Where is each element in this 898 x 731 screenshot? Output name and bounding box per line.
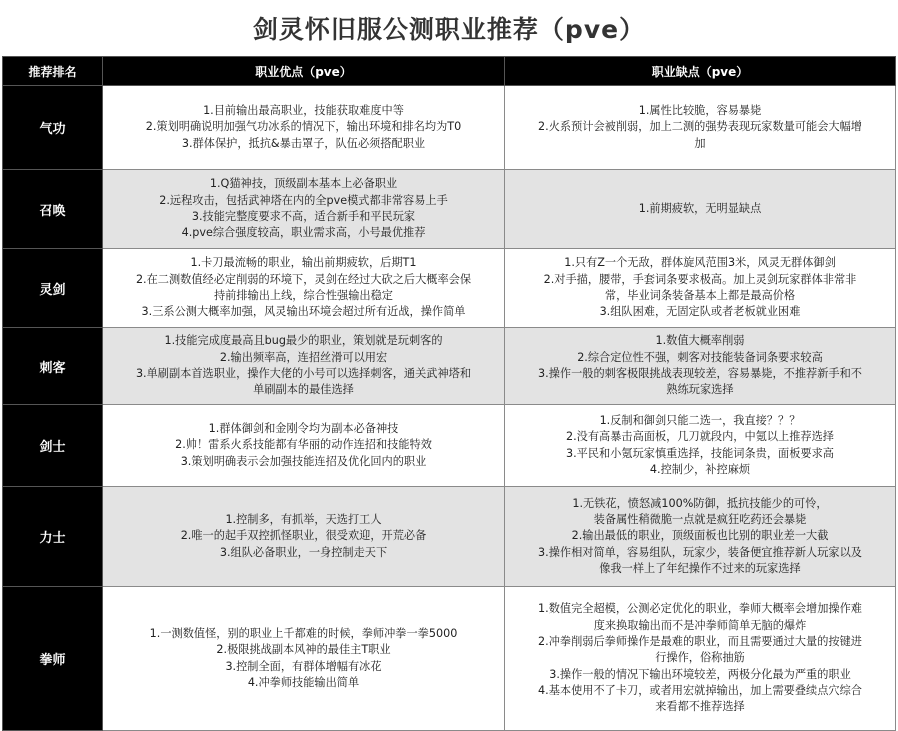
cons-line: 来看都不推荐选择 xyxy=(655,700,745,714)
cons-cell xyxy=(505,249,896,328)
cons-line: 2.综合定位性不强，刺客对技能装备词条要求较高 xyxy=(577,350,823,364)
header-cons: 职业缺点（pve） xyxy=(505,57,896,86)
class-name-cell: 刺客 xyxy=(3,328,103,405)
cons-line: 行操作，俗称抽筋 xyxy=(655,651,745,665)
table-row xyxy=(3,249,896,328)
cons-line: 1.反制和御剑只能二选一，我直接？？？ xyxy=(599,413,801,427)
pros-line: 1.控制多，有抓举，天选打工人 xyxy=(225,513,382,527)
cons-cell xyxy=(505,86,896,170)
cons-line: 2.对手描，腰带，手套词条要求极高。加上灵剑玩家群体非常非 xyxy=(543,272,857,286)
cons-line: 3.平民和小氪玩家慎重选择，技能词条贵，面板要求高 xyxy=(566,446,834,460)
pros-line: 3.策划明确表示会加强技能连招及优化回内的职业 xyxy=(180,454,427,468)
pros-cell xyxy=(103,328,505,405)
pros-cell xyxy=(103,86,505,170)
pros-line: 2.极限挑战副本风神的最佳主T职业 xyxy=(216,643,391,657)
table-row xyxy=(3,487,896,587)
table-row xyxy=(3,405,896,487)
pros-line: 单刷副本的最佳选择 xyxy=(253,383,354,397)
class-name-cell: 剑士 xyxy=(3,405,103,487)
cons-line: 1.前期疲软，无明显缺点 xyxy=(638,201,762,215)
header-pros: 职业优点（pve） xyxy=(103,57,505,86)
pros-line: 1.群体御剑和金刚令均为副本必备神技 xyxy=(208,422,399,436)
pros-line: 2.唯一的起手双控抓怪职业，很受欢迎，开荒必备 xyxy=(180,529,427,543)
pros-line: 4.pve综合强度较高，职业需求高，小号最优推荐 xyxy=(181,226,426,240)
cons-line: 加 xyxy=(694,136,706,150)
cons-line: 装备属性稍微脆一点就是疯狂吃药还会暴毙 xyxy=(593,513,807,527)
pros-line: 3.组队必备职业，一身控制走天下 xyxy=(219,545,388,559)
pros-line: 3.三系公测大概率加强，风灵输出环境会超过所有近战，操作简单 xyxy=(141,305,466,319)
pros-line: 3.群体保护，抵抗&暴击罩子，队伍必须搭配职业 xyxy=(181,136,426,150)
pros-line: 4.冲拳师技能输出简单 xyxy=(247,675,360,689)
class-name-cell: 灵剑 xyxy=(3,249,103,328)
cons-line: 3.操作一般的刺客极限挑战表现较差，容易暴毙，不推荐新手和不 xyxy=(538,367,862,380)
cons-line: 1.只有Z一个无敌，群体旋风范围3米，风灵无群体御剑 xyxy=(564,256,836,270)
cons-cell xyxy=(505,328,896,405)
pros-cell xyxy=(103,405,505,487)
pros-line: 2.帅！雷系火系技能都有华丽的动作连招和技能特效 xyxy=(175,438,432,452)
pros-cell xyxy=(103,170,505,249)
cons-line: 常，毕业词条装备基本上都是最高价格 xyxy=(604,289,796,302)
cons-line: 度来换取输出而不是冲拳师简单无脑的爆炸 xyxy=(593,618,807,632)
cons-line: 2.火系预计会被削弱，加上二测的强势表现玩家数量可能会大幅增 xyxy=(538,120,862,134)
cons-line: 熟练玩家选择 xyxy=(666,383,734,397)
cons-line: 3.组队困难，无固定队或者老板就业困难 xyxy=(599,305,801,319)
pros-line: 2.输出频率高，连招丝滑可以用宏 xyxy=(219,350,388,364)
cons-line: 3.操作一般的情况下输出环境较差，两极分化最为严重的职业 xyxy=(549,667,851,681)
cons-line: 3.操作相对简单，容易组队，玩家少，装备便宜推荐新人玩家以及 xyxy=(538,545,862,559)
cons-line: 1.数值完全超模，公测必定优化的职业，拳师大概率会增加操作难 xyxy=(538,602,862,616)
pros-line: 1.技能完成度最高且bug最少的职业，策划就是玩刺客的 xyxy=(164,334,443,348)
cons-line: 2.冲拳削弱后拳师操作是最难的职业，而且需要通过大量的按键进 xyxy=(538,635,862,649)
table-row xyxy=(3,86,896,170)
pros-cell xyxy=(103,249,505,328)
pros-line: 2.在二测数值经必定削弱的环境下，灵剑在经过大砍之后大概率会保 xyxy=(135,272,472,286)
cons-cell xyxy=(505,405,896,487)
cons-line: 2.输出最低的职业，顶级面板也比别的职业差一大截 xyxy=(571,529,829,543)
pros-line: 3.控制全面，有群体增幅有冰花 xyxy=(225,659,382,673)
table-row xyxy=(3,328,896,405)
class-name-cell: 召唤 xyxy=(3,170,103,249)
table-header-row xyxy=(3,57,896,86)
class-name-cell: 拳师 xyxy=(3,587,103,731)
pros-line: 2.策划明确说明加强气功冰系的情况下，输出环境和排名均为T0 xyxy=(145,120,462,134)
header-rank: 推荐排名 xyxy=(3,57,103,86)
cons-cell xyxy=(505,487,896,587)
cons-line: 像我一样上了年纪操作不过来的玩家选择 xyxy=(599,561,801,575)
table-row xyxy=(3,587,896,731)
pros-line: 2.远程攻击，包括武神塔在内的全pve模式都非常容易上手 xyxy=(159,193,448,207)
class-name-cell: 力士 xyxy=(3,487,103,587)
cons-line: 1.属性比较脆，容易暴毙 xyxy=(638,104,762,118)
cons-line: 4.控制少，补控麻烦 xyxy=(649,462,751,476)
table-row xyxy=(3,170,896,249)
recommendation-table xyxy=(2,56,896,731)
pros-line: 1.卡刀最流畅的职业，输出前期疲软，后期T1 xyxy=(190,256,417,270)
pros-line: 3.单刷副本首选职业，操作大佬的小号可以选择刺客，通关武神塔和 xyxy=(135,367,472,380)
pros-cell xyxy=(103,487,505,587)
pros-line: 持前排输出上线，综合性强输出稳定 xyxy=(213,289,393,302)
pros-line: 1.Q猫神技，顶级副本基本上必备职业 xyxy=(209,177,398,191)
cons-line: 2.没有高暴击高面板，几刀就段内，中氪以上推荐选择 xyxy=(566,430,834,444)
page-title: 剑灵怀旧服公测职业推荐（pve） xyxy=(252,15,646,44)
pros-line: 1.目前输出最高职业，技能获取难度中等 xyxy=(203,104,404,118)
cons-line: 1.无铁花，愤怒减100%防御，抵抗技能少的可怜， xyxy=(572,496,828,510)
cons-line: 4.基本使用不了卡刀，或者用宏就掉输出，加上需要叠续点穴综合 xyxy=(538,683,862,697)
pros-line: 1.一测数值怪，别的职业上千都难的时候，拳师冲拳一拳5000 xyxy=(149,626,458,640)
cons-cell xyxy=(505,587,896,731)
cons-cell xyxy=(505,170,896,249)
table-body xyxy=(3,86,896,731)
pros-cell xyxy=(103,587,505,731)
pros-line: 3.技能完整度要求不高，适合新手和平民玩家 xyxy=(191,210,416,223)
class-name-cell: 气功 xyxy=(3,86,103,170)
cons-line: 1.数值大概率削弱 xyxy=(655,334,745,348)
